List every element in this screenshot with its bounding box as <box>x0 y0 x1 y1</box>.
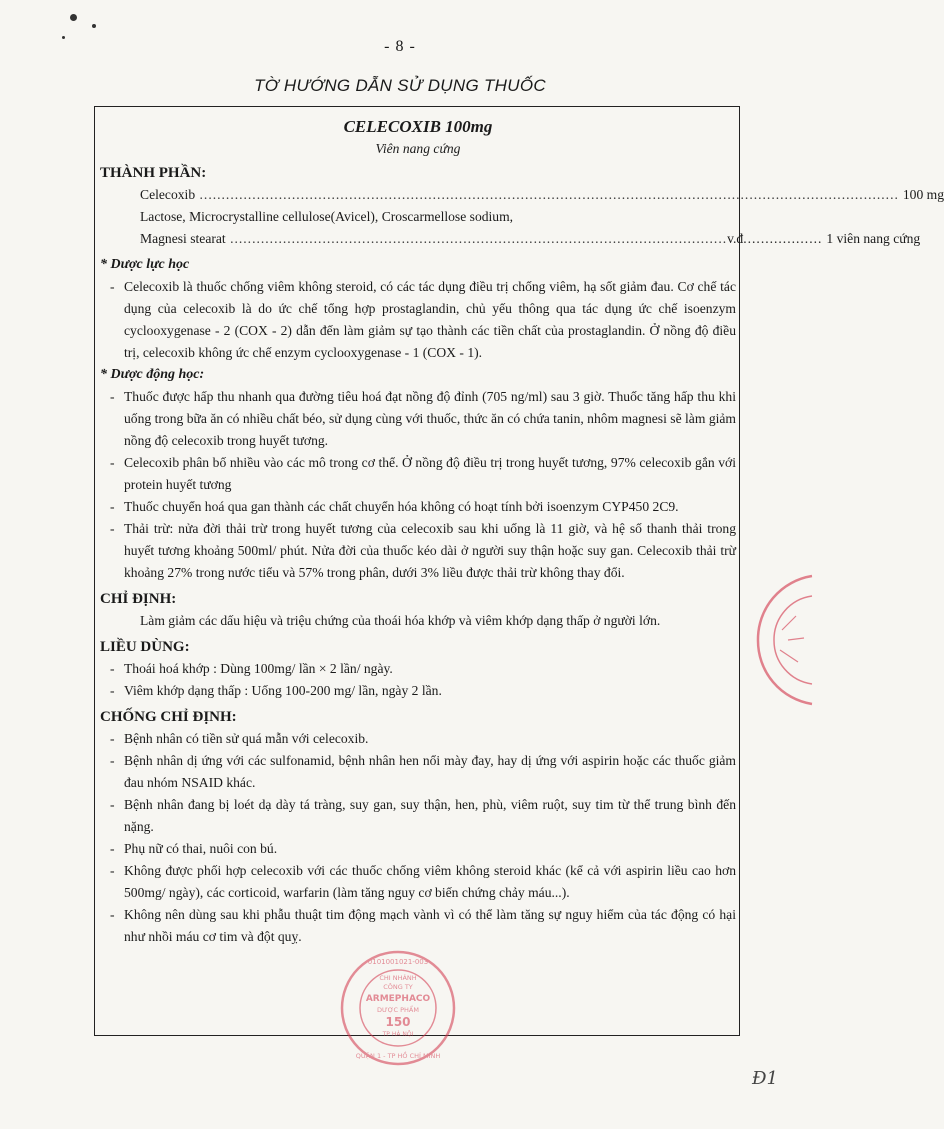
dosage-section <box>100 636 736 702</box>
page-number: - 8 - <box>384 38 416 55</box>
contraindications-heading: CHỐNG CHỈ ĐỊNH: <box>100 709 237 725</box>
seal-text: CHI NHÁNH <box>379 974 417 982</box>
seal-text: 0101001021-003 <box>367 958 429 966</box>
leader-dots: ................................................................................................................. <box>225 231 728 246</box>
ingredient-name: Celecoxib <box>140 187 196 202</box>
excipients-line: Lactose, Microcrystalline cellulose(Avicel), Croscarmellose sodium, <box>140 209 514 224</box>
list-item: - Bệnh nhân dị ứng với các sulfonamid, bệnh nhân hen nổi mày đay, hay dị ứng với aspirin hoặc các thuốc giảm đau nhóm NSAID khác. <box>100 750 736 794</box>
composition-row <box>100 184 944 206</box>
pharmacodynamics-heading: * Dược lực học <box>100 257 190 272</box>
dosage-form: Viên nang cứng <box>375 141 461 156</box>
seal-text: 150 <box>385 1015 411 1029</box>
composition-heading: THÀNH PHẦN: <box>100 165 207 181</box>
leader-dots: .................. <box>743 231 823 246</box>
pharmacokinetics-heading: * Dược động học: <box>100 367 205 382</box>
pharmacokinetics-section <box>100 364 736 584</box>
list-item: - Viêm khớp dạng thấp : Uống 100-200 mg/ lần, ngày 2 lần. <box>100 680 736 702</box>
seal-text: DƯỢC PHẨM <box>377 1006 419 1014</box>
list-item: - Thoái hoá khớp : Dùng 100mg/ lần × 2 lần/ ngày. <box>100 658 736 680</box>
pharmacodynamics-section <box>100 254 736 364</box>
edge-seal-fragment <box>752 570 812 710</box>
indications-text: Làm giảm các dấu hiệu và triệu chứng của thoái hóa khớp và viêm khớp dạng thấp ở người lớn. <box>140 613 661 628</box>
composition-row <box>100 228 921 250</box>
ingredient-name: Magnesi stearat <box>140 231 226 246</box>
dosage-heading: LIỀU DÙNG: <box>100 639 190 655</box>
drug-title: CELECOXIB 100mg <box>343 117 493 136</box>
list-item: - Không nên dùng sau khi phẫu thuật tim động mạch vành vì có thể làm tăng sự nguy hiểm của tác động có hại như nhồi máu cơ tim và đột quỵ. <box>100 904 736 948</box>
seal-text: CÔNG TY <box>383 983 413 991</box>
indications-section <box>100 588 736 632</box>
ingredient-amount: 1 viên nang cứng <box>826 231 921 246</box>
list-item: - Bệnh nhân có tiền sử quá mẫn với celecoxib. <box>100 728 736 750</box>
indications-heading: CHỈ ĐỊNH: <box>100 591 177 607</box>
contraindications-section <box>100 706 736 948</box>
seal-text: ARMEPHACO <box>365 994 431 1004</box>
list-item: - Bệnh nhân đang bị loét dạ dày tá tràng, suy gan, suy thận, hen, phù, viêm ruột, suy tim từ thể trung bình đến nặng. <box>100 794 736 838</box>
qs-label: v.đ <box>727 231 744 246</box>
ingredient-amount: 100 mg <box>902 187 944 202</box>
handwritten-note: Đ1 <box>752 1068 778 1089</box>
list-item: - Thuốc chuyển hoá qua gan thành các chất chuyển hóa không có hoạt tính bởi isoenzym CYP450 2C9. <box>100 496 736 518</box>
list-item: - Thuốc được hấp thu nhanh qua đường tiêu hoá đạt nồng độ đỉnh (705 ng/ml) sau 3 giờ. Thuốc tăng hấp thu khi uống trong bữa ăn có nhiều chất béo, sử dụng cùng với thuốc, thức ăn có chứa tanin, nhôm magnesi sẽ làm giảm nồng độ celecoxib trong huyết tương. <box>100 386 736 452</box>
composition-section <box>100 162 944 250</box>
list-item: - Celecoxib phân bố nhiều vào các mô trong cơ thể. Ở nồng độ điều trị trong huyết tương, 97% celecoxib gắn với protein huyết tương <box>100 452 736 496</box>
document-body <box>100 116 944 948</box>
list-item: - Celecoxib là thuốc chống viêm không steroid, có các tác dụng điều trị chống viêm, hạ sốt giảm đau. Cơ chế tác dụng của celecoxib là do ức chế tổng hợp prostaglandin, chủ yếu thông qua tác dụng ức chế isoenzym cyclooxygenase - 2 (COX - 2) dẫn đến làm giảm sự tạo thành các tiền chất của prostaglandin. Ở nồng độ điều trị, celecoxib không ức chế enzym cyclooxygenase - 1 (COX - 1). <box>100 276 736 364</box>
scan-speck <box>70 14 77 21</box>
list-item: - Phụ nữ có thai, nuôi con bú. <box>100 838 736 860</box>
list-item: - Không được phối hợp celecoxib với các thuốc chống viêm không steroid khác (kể cả với aspirin liều cao hơn 500mg/ ngày), các corticoid, warfarin (làm tăng nguy cơ biến chứng chảy máu...). <box>100 860 736 904</box>
list-item: - Thải trừ: nửa đời thải trừ trong huyết tương của celecoxib sau khi uống là 11 giờ, và hệ số thanh thải trong huyết tương khoảng 500ml/ phút. Nửa đời của thuốc kéo dài ở người suy thận hoặc suy gan. Celecoxib thải trừ khoảng 27% trong nước tiểu và 57% trong phân, dưới 3% liều được thải trừ không thay đổi. <box>100 518 736 584</box>
seal-text: TP HÀ NỘI <box>382 1031 414 1038</box>
document-header: TỜ HƯỚNG DẪN SỬ DỤNG THUỐC <box>254 76 546 95</box>
leader-dots: ............................................................................................................................................................... <box>195 187 899 202</box>
seal-text: QUẬN 1 - TP HỒ CHÍ MINH <box>355 1052 441 1060</box>
company-seal <box>338 948 458 1068</box>
scan-speck <box>92 24 96 28</box>
